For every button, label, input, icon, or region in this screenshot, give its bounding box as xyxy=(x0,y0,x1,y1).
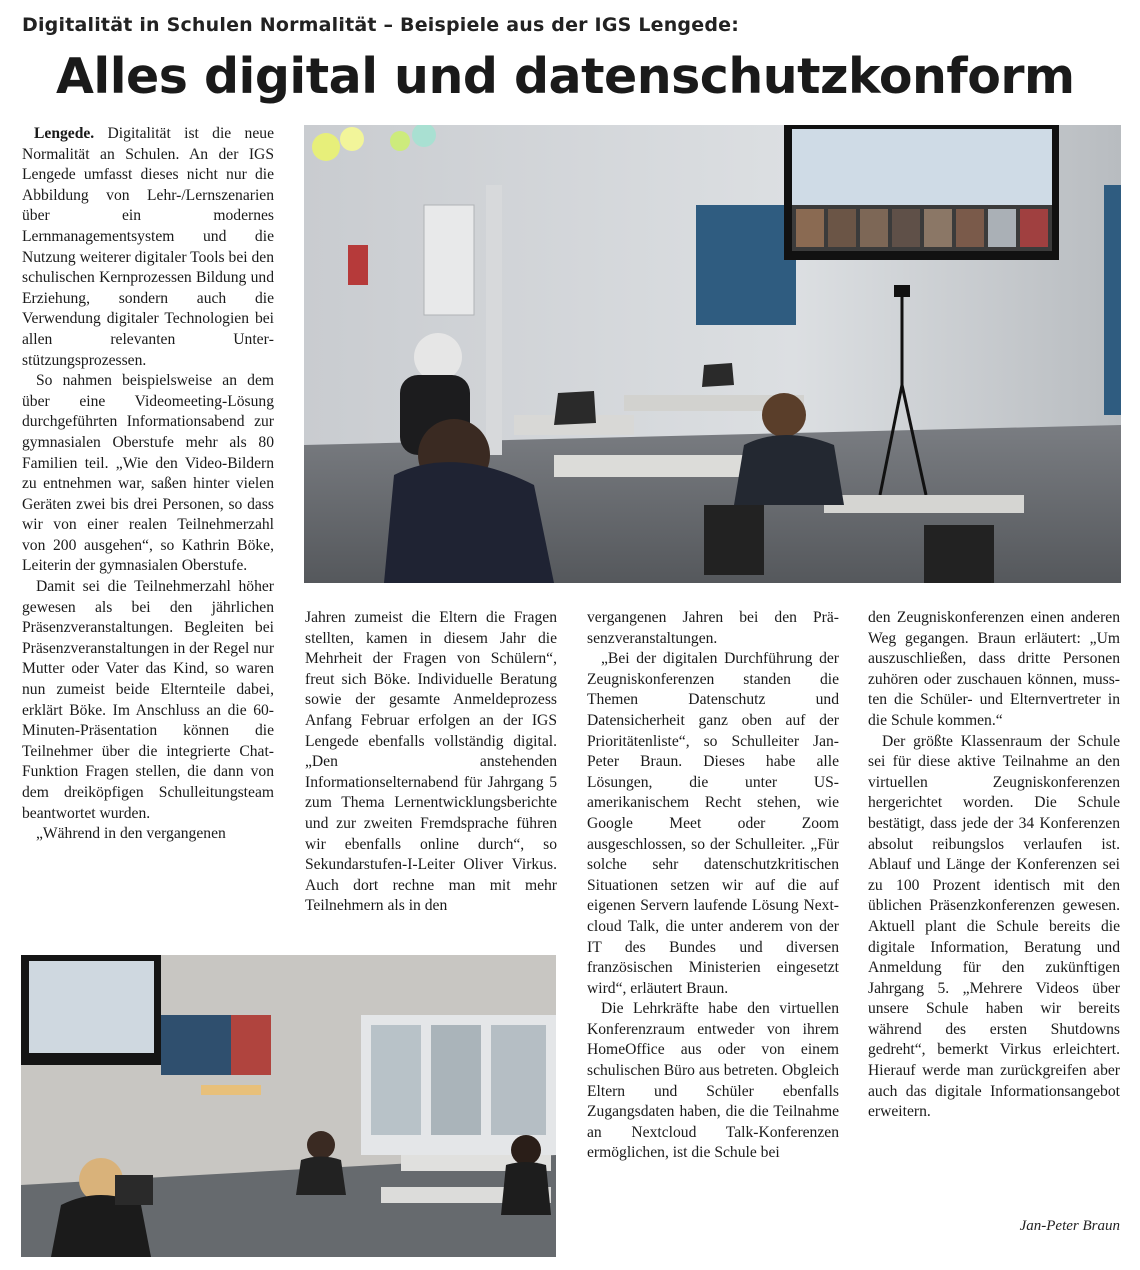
column-1-paragraph-1 xyxy=(22,124,274,371)
column-1-paragraph-2: So nahmen beispielsweise an dem über eine Videomeeting-Lösung durchgeführten Informationsabend zur gymnasialen Oberstufe mehr als 80 Familien teil. „Wie den Video-Bildern zu entnehmen war, saßen hinter vielen Geräten zwei bis drei Personen, so dass wir von einer realen Teilnehmerzahl von 200 ausgehen“, so Kathrin Böke, Leiterin der gymnasialen Oberstufe. xyxy=(22,372,274,575)
column-4-paragraph-2: Der größte Klassenraum der Schule sei für diese aktive Teilnahme an den virtuellen Zeugniskonferenzen hergerichtet worden. Die Schule bestätigt, dass jede der 34 Konferenzen absolut reibungslos verlaufen ist. Ablauf und Länge der Konferenzen sei zu 100 Prozent identisch mit den üblichen Präsenzkonferenzen gewesen. Aktuell plant die Schule bereits die digitale Information, Beratung und Anmeldung für den zukünftigen Jahrgang 5. „Mehrere Videos über unsere Schule haben wir bereits während des ersten Shutdowns gedreht“, bemerkt Virkus erleichtert. Hierauf werde man zurückgreifen aber auch das digitale Informationsangebot erweitern. xyxy=(868,732,1120,1121)
column-3-paragraph-2: „Bei der digitalen Durchführung der Zeugniskonferenzen standen die Themen Datenschutz und Datensicherheit ganz oben auf der Prioritätenliste“, so Schulleiter Jan-Peter Braun. Dieses habe alle Lösungen, die unter US-amerikanischem Recht stehen, wie Google Meet oder Zoom ausgeschlossen, so der Schulleiter. „Für solche sehr datenschutzkritischen Situationen setzen wir auf die auf eigenen Servern laufende Lösung Nextcloud Talk, die unter anderem von der IT des Bundes und diversen französischen Ministerien eingesetzt wird“, erläutert Braun. xyxy=(587,650,839,997)
column-1-paragraph-1-text: Digitalität ist die neue Normalität an Schulen. An der IGS Lengede umfasst dieses nicht nur die Abbildung von Lehr-/Lernszenarien über ein modernes Lernmanagementsystem und die Nutzung weiterer digitaler Tools bei den schulischen Kernprozessen Bildung und Erziehung, sondern auch die Verwendung digitaler Technologien bei allen relevanten Unterstützungsprozessen. xyxy=(22,125,274,369)
article-headline: Alles digital und datenschutzkonform xyxy=(56,48,1075,105)
column-1-paragraph-4: „Während in den vergangenen xyxy=(36,825,226,843)
column-1-paragraph-3: Damit sei die Teilnehmerzahl höher gewesen als bei den jährlichen Präsenzveranstaltungen. Begleiten bei Präsenzveranstaltungen in der Regel nur Mutter oder Vater das Kind, so waren nun zumeist beide Elternteile dabei, erklärt Böke. Im Anschluss an die 60-Minuten-Präsentation können die Teilnehmer über die integrierte Chat-Funktion Fragen stellen, die dann von dem dreiköpfigen Schulleitungsteam beantwortet wurden. xyxy=(22,578,275,822)
article-column-2 xyxy=(305,608,557,917)
article-byline: Jan-Peter Braun xyxy=(1019,1218,1120,1234)
article-column-1 xyxy=(22,124,274,845)
article-kicker: Digitalität in Schulen Normalität – Beispiele aus der IGS Lengede: xyxy=(22,14,740,36)
article-column-3 xyxy=(587,608,839,1164)
article-column-4 xyxy=(868,608,1120,1123)
column-2-paragraph-1: Jahren zumeist die Eltern die Fragen stellten, kamen in diesem Jahr die Mehrheit der Fragen von Schülern“, freut sich Böke. Individuelle Beratung sowie der gesamte Anmeldeprozess Anfang Februar erfolgen an der IGS Lengede ebenfalls vollständig digital. „Den anstehenden Informationselternabend für Jahrgang 5 zum Thema Lernentwicklungsberichte und zur zweiten Fremdsprache führen wir ebenfalls online durch“, so Sekundarstufen-I-Leiter Oliver Virkus. Auch dort rechne man mit mehr Teilnehmern als in den xyxy=(305,609,557,915)
classroom-videoconference-photo xyxy=(304,125,1121,583)
classroom-conference-room-photo xyxy=(21,955,556,1257)
column-4-paragraph-1: den Zeugniskonferenzen einen anderen Weg gegangen. Braun erläutert: „Um auszuschließen, dass dritte Personen zuhören oder zuschauen können, mussten die Schüler- und Elternvertreter in die Schule kommen.“ xyxy=(868,609,1120,729)
column-3-paragraph-1: vergangenen Jahren bei den Präsenzveranstaltungen. xyxy=(587,609,839,647)
column-3-paragraph-3: Die Lehrkräfte habe den virtuellen Konferenzraum entweder von ihrem HomeOffice aus oder von einem schulischen Büro aus betreten. Obgleich Eltern und Schüler ebenfalls Zugangsdaten haben, die die Teilnahme an Nextcloud Talk-Konferenzen ermöglichen, ist die Schule bei xyxy=(587,1000,839,1162)
dateline: Lengede. xyxy=(34,125,95,142)
